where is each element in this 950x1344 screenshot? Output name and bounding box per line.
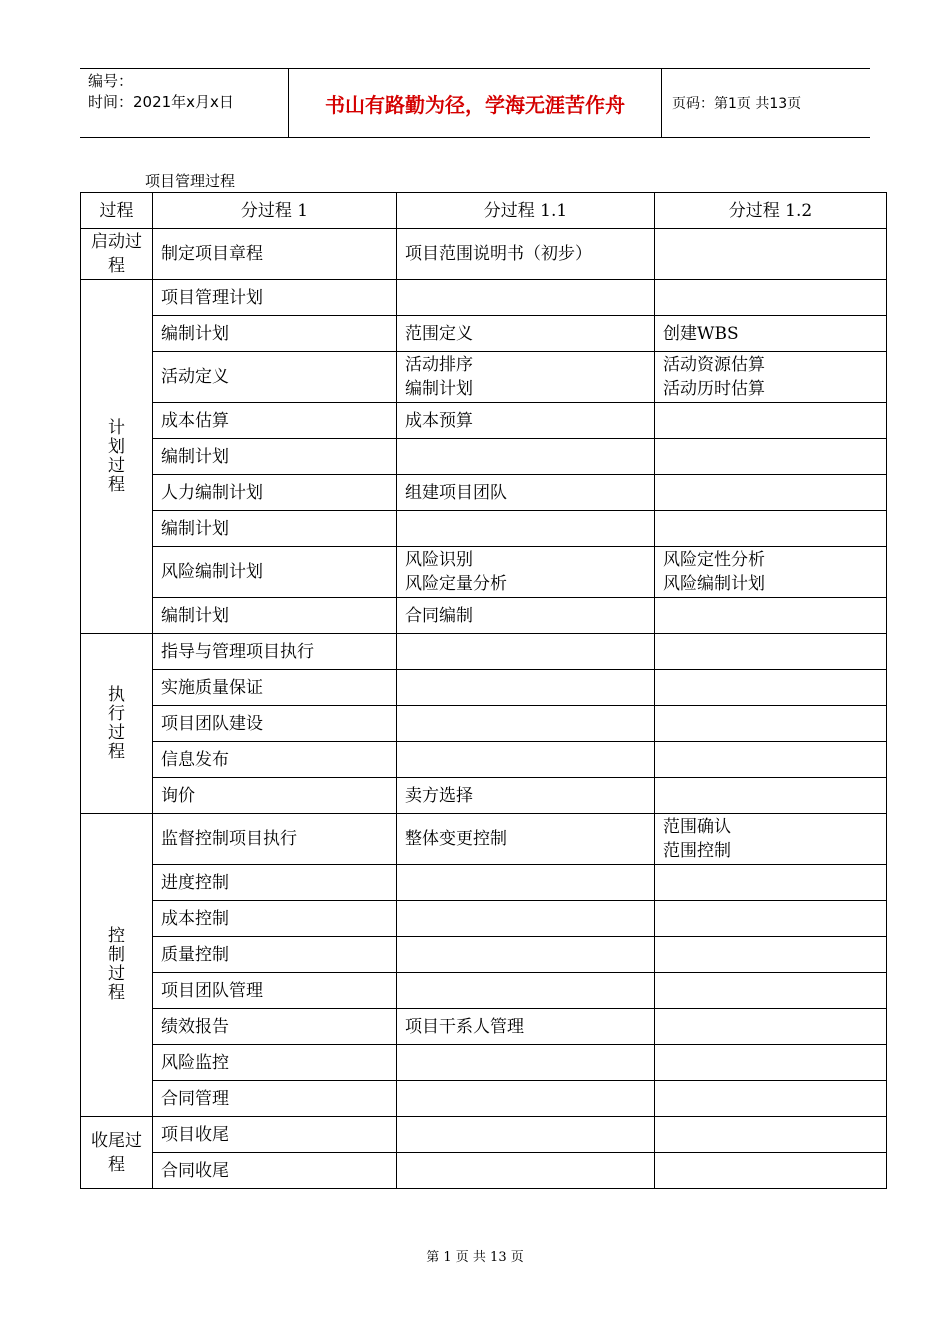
table-row [81, 403, 887, 439]
process-cell-c1: 风险监控 [153, 1045, 397, 1081]
process-cell-c3 [655, 1045, 887, 1081]
process-cell-c2 [397, 742, 655, 778]
process-cell-c2 [397, 937, 655, 973]
table-row [81, 973, 887, 1009]
document-code-label: 编号： [88, 72, 134, 90]
process-cell-c3 [655, 1081, 887, 1117]
process-cell-c1: 监督控制项目执行 [153, 814, 397, 865]
page-footer: 第 1 页 共 13 页 [426, 1250, 524, 1265]
process-group-cell [81, 280, 153, 634]
process-group-cell [81, 634, 153, 814]
process-cell-c3 [655, 229, 887, 280]
header-page-info: 页码：第1页 共13页 [672, 96, 802, 112]
table-row [81, 814, 887, 865]
table-row [81, 229, 887, 280]
table-row [81, 1009, 887, 1045]
process-cell-c3 [655, 511, 887, 547]
process-group-cell [81, 814, 153, 1117]
table-row [81, 1081, 887, 1117]
column-header: 分过程 1 [153, 193, 397, 229]
process-group-label: 计划过程 [108, 417, 125, 495]
process-cell-c3 [655, 778, 887, 814]
table-row [81, 547, 887, 598]
process-group-label: 控制过程 [108, 926, 125, 1003]
process-cell-c3: 创建WBS [655, 316, 887, 352]
process-cell-c3 [655, 598, 887, 634]
process-cell-c1: 合同管理 [153, 1081, 397, 1117]
process-cell-c3 [655, 403, 887, 439]
process-cell-c1: 编制计划 [153, 511, 397, 547]
table-row [81, 865, 887, 901]
process-cell-c1: 人力编制计划 [153, 475, 397, 511]
process-cell-c2 [397, 1045, 655, 1081]
process-cell-c3 [655, 973, 887, 1009]
process-cell-c3 [655, 634, 887, 670]
process-cell-c1: 项目团队管理 [153, 973, 397, 1009]
process-group-cell [81, 229, 153, 280]
process-cell-c1: 质量控制 [153, 937, 397, 973]
table-row [81, 598, 887, 634]
process-cell-c2 [397, 670, 655, 706]
process-cell-c2 [397, 706, 655, 742]
table-row [81, 706, 887, 742]
process-cell-c2: 活动排序 编制计划 [397, 352, 655, 403]
process-cell-c1: 询价 [153, 778, 397, 814]
table-caption: 项目管理过程 [145, 172, 236, 190]
table-row [81, 1153, 887, 1189]
process-cell-c3 [655, 439, 887, 475]
process-cell-c3 [655, 865, 887, 901]
table-row [81, 475, 887, 511]
process-cell-c1: 合同收尾 [153, 1153, 397, 1189]
process-group-label: 启动过程 [91, 232, 142, 276]
process-cell-c1: 绩效报告 [153, 1009, 397, 1045]
process-cell-c3 [655, 670, 887, 706]
table-row [81, 1045, 887, 1081]
process-cell-c2 [397, 634, 655, 670]
process-cell-c1: 编制计划 [153, 439, 397, 475]
process-cell-c3 [655, 742, 887, 778]
process-cell-c2 [397, 1081, 655, 1117]
process-cell-c2 [397, 901, 655, 937]
process-cell-c2: 合同编制 [397, 598, 655, 634]
process-cell-c3 [655, 1009, 887, 1045]
process-cell-c1: 项目团队建设 [153, 706, 397, 742]
process-cell-c3 [655, 1153, 887, 1189]
table-row [81, 901, 887, 937]
table-row [81, 439, 887, 475]
process-cell-c1: 成本控制 [153, 901, 397, 937]
process-cell-c1: 活动定义 [153, 352, 397, 403]
process-cell-c2: 成本预算 [397, 403, 655, 439]
process-cell-c1: 风险编制计划 [153, 547, 397, 598]
table-row [81, 352, 887, 403]
process-cell-c2 [397, 280, 655, 316]
table-row [81, 670, 887, 706]
process-cell-c2: 项目干系人管理 [397, 1009, 655, 1045]
process-cell-c2: 整体变更控制 [397, 814, 655, 865]
process-cell-c3: 活动资源估算 活动历时估算 [655, 352, 887, 403]
process-cell-c2 [397, 1153, 655, 1189]
process-cell-c2: 范围定义 [397, 316, 655, 352]
table-row [81, 280, 887, 316]
process-cell-c3: 风险定性分析 风险编制计划 [655, 547, 887, 598]
process-cell-c1: 制定项目章程 [153, 229, 397, 280]
document-time-label: 时间：2021年x月x日 [88, 93, 234, 111]
process-cell-c3 [655, 475, 887, 511]
process-cell-c2 [397, 439, 655, 475]
process-group-cell [81, 1117, 153, 1189]
page-header [80, 68, 870, 138]
header-meta [80, 69, 288, 137]
process-cell-c3 [655, 937, 887, 973]
table-row [81, 1117, 887, 1153]
table-row [81, 778, 887, 814]
process-cell-c1: 编制计划 [153, 316, 397, 352]
process-cell-c3 [655, 1117, 887, 1153]
process-cell-c2 [397, 973, 655, 1009]
process-cell-c2: 风险识别 风险定量分析 [397, 547, 655, 598]
process-cell-c3: 范围确认 范围控制 [655, 814, 887, 865]
process-cell-c2: 卖方选择 [397, 778, 655, 814]
process-cell-c1: 指导与管理项目执行 [153, 634, 397, 670]
table-header-row [81, 193, 887, 229]
process-group-label: 执行过程 [108, 684, 125, 762]
process-cell-c2: 组建项目团队 [397, 475, 655, 511]
column-header: 分过程 1.1 [397, 193, 655, 229]
table-row [81, 511, 887, 547]
process-cell-c1: 实施质量保证 [153, 670, 397, 706]
process-cell-c3 [655, 706, 887, 742]
table-row [81, 634, 887, 670]
process-cell-c1: 成本估算 [153, 403, 397, 439]
process-cell-c1: 项目收尾 [153, 1117, 397, 1153]
process-cell-c2: 项目范围说明书（初步） [397, 229, 655, 280]
process-cell-c3 [655, 280, 887, 316]
process-cell-c1: 进度控制 [153, 865, 397, 901]
process-cell-c2 [397, 511, 655, 547]
process-table [80, 192, 887, 1189]
process-cell-c1: 信息发布 [153, 742, 397, 778]
process-cell-c2 [397, 865, 655, 901]
process-cell-c1: 项目管理计划 [153, 280, 397, 316]
process-cell-c3 [655, 901, 887, 937]
column-header: 分过程 1.2 [655, 193, 887, 229]
column-header: 过程 [81, 193, 153, 229]
process-cell-c1: 编制计划 [153, 598, 397, 634]
table-row [81, 742, 887, 778]
process-cell-c2 [397, 1117, 655, 1153]
table-row [81, 937, 887, 973]
process-group-label: 收尾过程 [91, 1130, 142, 1175]
header-motto: 书山有路勤为径，学海无涯苦作舟 [288, 69, 662, 137]
table-row [81, 316, 887, 352]
